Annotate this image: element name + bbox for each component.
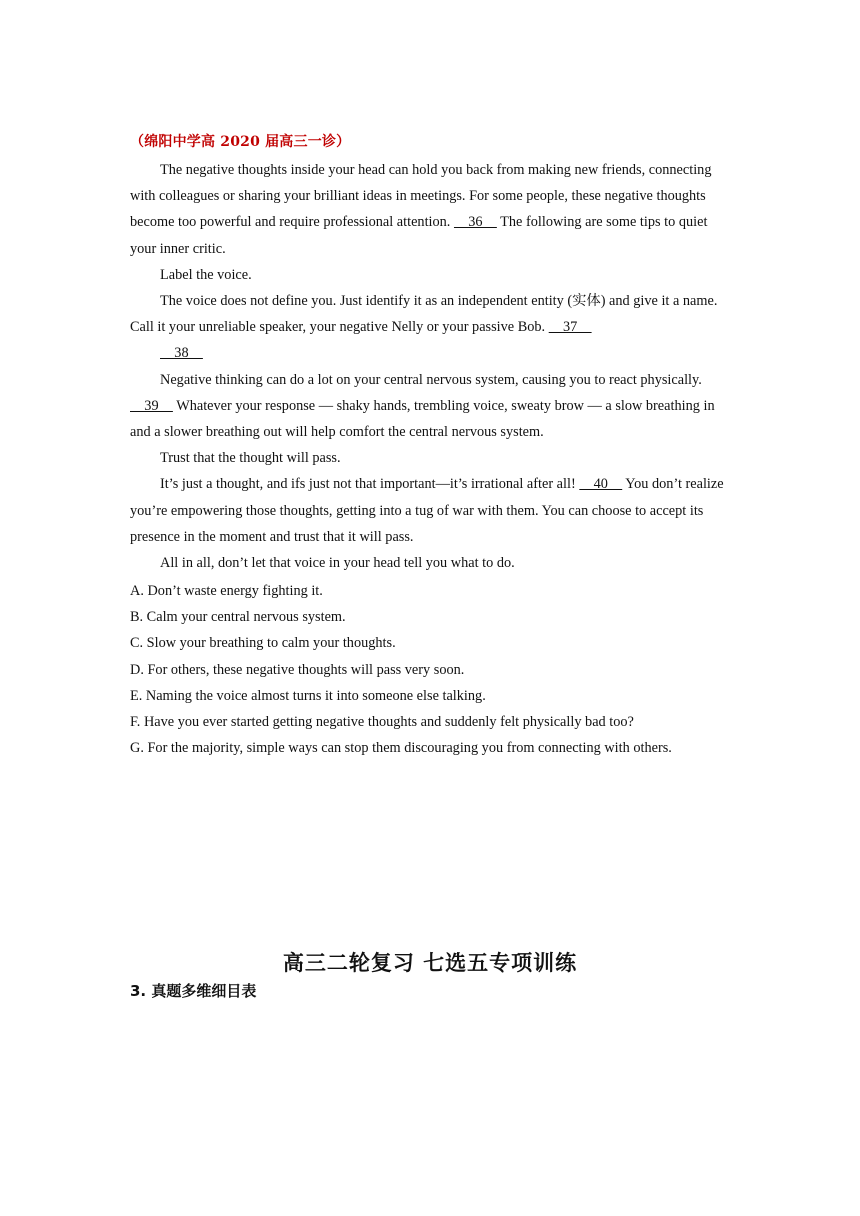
source-note: （绵阳中学高 2020 届高三一诊）: [130, 134, 351, 150]
passage-text: The negative thoughts inside your head can hold you back from making new friends, connecting with colleagues or sharing your brilliant ideas in meetings. For some people, these negative thoughts become too powerful and require professional attention.: [130, 162, 712, 231]
option-b: B. Calm your central nervous system.: [130, 609, 346, 626]
blank-37: 37: [548, 319, 592, 336]
blank-39: 39: [130, 397, 173, 414]
passage-text: The following are some tips to quiet your inner critic.: [130, 214, 708, 257]
paragraph-intro: [130, 157, 732, 262]
paragraph-just-a-thought: [130, 471, 732, 550]
section-title: 高三二轮复习 七选五专项训练: [282, 951, 578, 975]
blank-40: 40: [579, 476, 623, 493]
option-d: D. For others, these negative thoughts will pass very soon.: [130, 661, 465, 678]
passage-text: Whatever your response — shaky hands, trembling voice, sweaty brow — a slow breathing in and a slower breathing out will help comfort the central nervous system.: [130, 397, 715, 441]
option-a: A. Don’t waste energy fighting it.: [130, 583, 323, 599]
passage-text: Negative thinking can do a lot on your central nervous system, causing you to react physically.: [160, 371, 702, 388]
option-e: E. Naming the voice almost turns it into someone else talking.: [130, 687, 486, 704]
heading-label-the-voice: Label the voice.: [160, 266, 252, 283]
option-c: C. Slow your breathing to calm your thoughts.: [130, 635, 396, 652]
blank-38: 38: [160, 345, 203, 362]
passage-text: The voice does not define you. Just identify it as an independent entity (实体) and give it a name. Call it your unreliable speaker, your negative Nelly or your passive Bob.: [130, 293, 718, 336]
passage: [130, 157, 732, 576]
paragraph-label: [130, 288, 732, 340]
blank-36: 36: [453, 214, 497, 231]
paragraph-conclusion: All in all, don’t let that voice in your head tell you what to do.: [160, 555, 515, 572]
paragraph-nervous-system: [130, 367, 732, 446]
option-f: F. Have you ever started getting negative thoughts and suddenly felt physically bad too?: [130, 714, 634, 731]
blank-38-line: [130, 340, 732, 366]
subheading: 3. 真题多维细目表: [130, 982, 257, 1000]
passage-text: You don’t realize you’re empowering those thoughts, getting into a tug of war with them. You can choose to accept its presence in the moment and trust that it will pass.: [130, 476, 724, 545]
answer-options: [130, 578, 750, 761]
passage-text: It’s just a thought, and ifs just not that important—it’s irrational after all!: [160, 476, 580, 493]
option-g: G. For the majority, simple ways can stop them discouraging you from connecting with others.: [130, 740, 672, 757]
heading-trust-thought: Trust that the thought will pass.: [160, 450, 341, 467]
